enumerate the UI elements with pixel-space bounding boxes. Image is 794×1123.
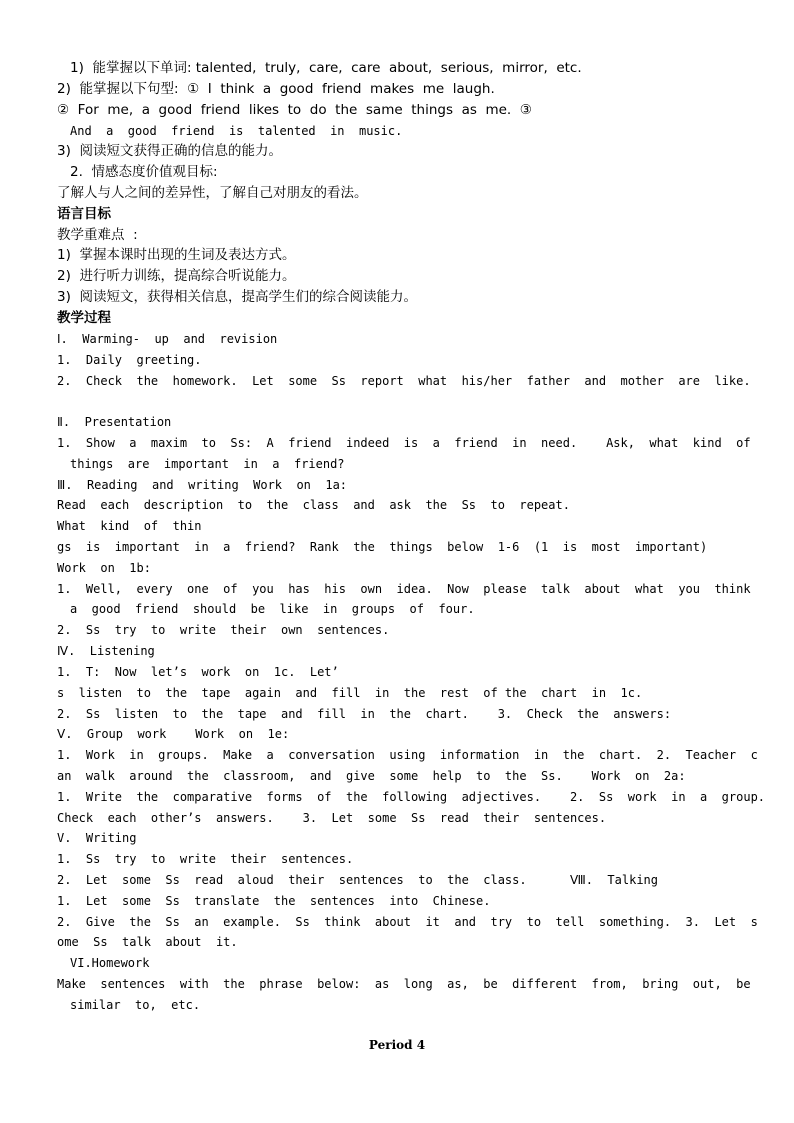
procedure-line: Work on 1b: bbox=[57, 561, 151, 575]
key-point-3: 3) 阅读短文，获得相关信息，提高学生们的综合阅读能力。 bbox=[57, 289, 417, 305]
procedure-line: Read each description to the class and ask the Ss to repeat. bbox=[57, 498, 570, 512]
key-point-2: 2) 进行听力训练，提高综合听说能力。 bbox=[57, 268, 296, 284]
procedure-line: 1. Let some Ss translate the sentences into Chinese. bbox=[57, 894, 491, 908]
procedure-line: 2. Check the homework. Let some Ss report what his/her father and mother are like. bbox=[57, 374, 751, 388]
step-heading-warming-up: Ⅰ. Warming- up and revision bbox=[57, 332, 278, 346]
procedure-line: 1. Well, every one of you has his own idea. Now please talk about what you think bbox=[57, 582, 751, 596]
procedure-line: 1. Show a maxim to Ss: A friend indeed is a friend in need. Ask, what kind of bbox=[57, 436, 751, 450]
procedure-line: 1. Ss try to write their sentences. bbox=[57, 852, 354, 866]
procedure-line: 2. Give the Ss an example. Ss think about it and try to tell something. 3. Let s bbox=[57, 915, 758, 929]
section-heading-procedure: 教学过程 bbox=[57, 310, 111, 326]
procedure-line: Check each other’s answers. 3. Let some Ss read their sentences. bbox=[57, 811, 607, 825]
procedure-line: 2. Ss listen to the tape and fill in the chart. 3. Check the answers: bbox=[57, 707, 672, 721]
procedure-line: 2. Let some Ss read aloud their sentences to the class. Ⅷ. Talking bbox=[57, 873, 658, 887]
step-heading-homework: VI.Homework bbox=[70, 956, 150, 970]
section-heading-language-goals: 语言目标 bbox=[57, 206, 111, 222]
step-heading-listening: Ⅳ. Listening bbox=[57, 644, 155, 658]
procedure-line: 2. Ss try to write their own sentences. bbox=[57, 623, 390, 637]
procedure-line: similar to, etc. bbox=[70, 998, 201, 1012]
procedure-line: ome Ss talk about it. bbox=[57, 935, 238, 949]
procedure-line: 1. T: Now let’s work on 1c. Let’ bbox=[57, 665, 339, 679]
objective-line-6: 2. 情感态度价值观目标: bbox=[70, 164, 218, 180]
procedure-line: gs is important in a friend? Rank the things below 1-6 (1 is most important) bbox=[57, 540, 708, 554]
objective-line-1: 1) 能掌握以下单词: talented, truly, care, care about, serious, mirror, etc. bbox=[70, 60, 582, 76]
objective-line-5: 3) 阅读短文获得正确的信息的能力。 bbox=[57, 143, 282, 159]
key-point-1: 1) 掌握本课时出现的生词及表达方式。 bbox=[57, 247, 296, 263]
objective-line-7: 了解人与人之间的差异性，了解自己对朋友的看法。 bbox=[57, 185, 368, 201]
procedure-line: What kind of thin bbox=[57, 519, 202, 533]
step-heading-group-work: Ⅴ. Group work Work on 1e: bbox=[57, 727, 290, 741]
procedure-line: 1. Daily greeting. bbox=[57, 353, 202, 367]
page-footer: Period 4 bbox=[368, 1038, 426, 1052]
procedure-line: s listen to the tape again and fill in the rest of the chart in 1c. bbox=[57, 686, 643, 700]
procedure-line: 1. Write the comparative forms of the following adjectives. 2. Ss work in a group. bbox=[57, 790, 766, 804]
procedure-line: 1. Work in groups. Make a conversation using information in the chart. 2. Teacher c bbox=[57, 748, 758, 762]
key-points-heading: 教学重难点 : bbox=[57, 227, 138, 243]
procedure-line: an walk around the classroom, and give some help to the Ss. Work on 2a: bbox=[57, 769, 686, 783]
procedure-line: Make sentences with the phrase below: as long as, be different from, bring out, be bbox=[57, 977, 751, 991]
objective-line-3: ② For me, a good friend likes to do the same things as me. ③ bbox=[57, 102, 532, 118]
objective-line-2: 2) 能掌握以下句型: ① I think a good friend makes me laugh. bbox=[57, 81, 495, 97]
procedure-line: things are important in a friend? bbox=[70, 457, 345, 471]
step-heading-reading-writing: Ⅲ. Reading and writing Work on 1a: bbox=[57, 478, 348, 492]
procedure-line: a good friend should be like in groups of four. bbox=[70, 602, 475, 616]
step-heading-presentation: Ⅱ. Presentation bbox=[57, 415, 172, 429]
step-heading-writing: V. Writing bbox=[57, 831, 137, 845]
objective-line-4: And a good friend is talented in music. bbox=[70, 124, 403, 138]
